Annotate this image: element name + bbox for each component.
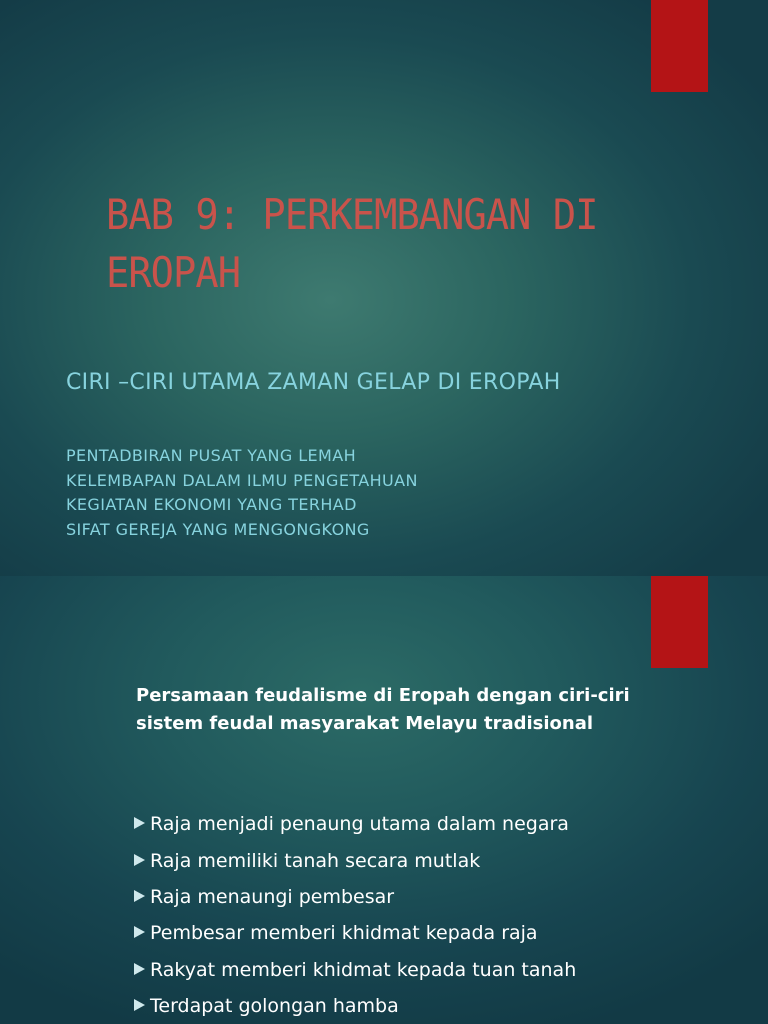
list-item-text: Raja memiliki tanah secara mutlak [150,849,481,872]
slide-subtitle: CIRI –CIRI UTAMA ZAMAN GELAP DI EROPAH [66,370,561,395]
list-item-text: Rakyat memberi khidmat kepada tuan tanah [150,958,577,981]
list-item-text: Terdapat golongan hamba [150,995,399,1018]
triangle-right-icon [134,999,145,1011]
list-item-text: Raja menjadi penaung utama dalam negara [150,813,569,836]
triangle-right-icon [134,817,145,829]
slide-2 [0,576,768,1024]
slide-heading: Persamaan feudalisme di Eropah dengan ciri-ciri sistem feudal masyarakat Melayu tradisional [136,685,630,734]
accent-bar [651,0,708,92]
bullet-list [134,806,576,1024]
list-item: KELEMBAPAN DALAM ILMU PENGETAHUAN [66,470,418,490]
list-item [134,879,576,915]
list-item [134,988,576,1024]
feature-list [66,444,418,542]
list-item [134,915,576,951]
triangle-right-icon [134,854,145,866]
list-item: SIFAT GEREJA YANG MENGONGKONG [66,519,370,539]
list-item: KEGIATAN EKONOMI YANG TERHAD [66,495,357,514]
list-item [134,806,576,842]
list-item: PENTADBIRAN PUSAT YANG LEMAH [66,446,356,465]
triangle-right-icon [134,890,145,902]
accent-bar [651,576,708,668]
list-item [134,842,576,878]
list-item-text: Pembesar memberi khidmat kepada raja [150,922,538,945]
slide-title: BAB 9: PERKEMBANGAN DI EROPAH [106,190,598,297]
list-item [134,952,576,988]
triangle-right-icon [134,926,145,938]
triangle-right-icon [134,963,145,975]
list-item-text: Raja menaungi pembesar [150,885,395,908]
